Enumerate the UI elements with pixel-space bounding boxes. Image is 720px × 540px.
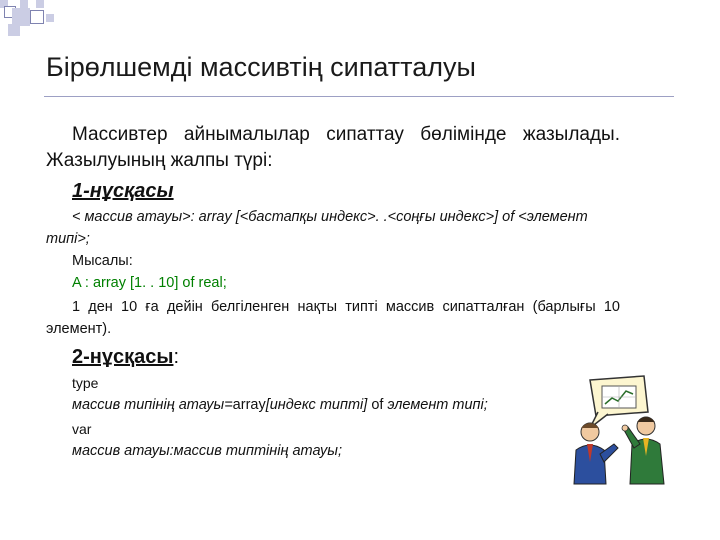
var-declaration-line: массив атауы:массив типтінің атауы; [72,443,342,459]
title-divider [44,96,674,97]
variant2-heading [72,344,179,370]
element-type-text: элемент типі; [383,397,488,413]
keyword-type: type [72,375,99,391]
variant2-label: 2-нұсқасы [72,346,174,368]
intro-paragraph: Массивтер айнымалылар сипаттау бөлімінде жазылады. Жазылуының жалпы түрі: [46,124,620,171]
keyword-var: var [72,421,92,437]
syntax-variant1: < массив атауы>: array [<бастапқы индекс>. .<соңғы индекс>] of <элемент типі>; [46,209,588,247]
array-keyword: array [232,397,266,413]
index-type-text: [индекс типті] [265,397,372,413]
variant2-colon: : [173,346,180,368]
deco-square [20,0,28,8]
deco-square [46,14,54,22]
example-description: 1 ден 10 ға дейін белгіленген нақты типті массив сипатталған (барлығы 10 элемент). [46,299,620,337]
variant1-heading: 1-нұсқасы [72,180,174,202]
deco-square [8,24,20,36]
right-man-figure [622,417,664,484]
type-declaration-line [72,394,488,416]
example-code: A : array [1. . 10] of real; [72,275,227,291]
deco-square [30,10,44,24]
example-label: Мысалы: [72,253,133,269]
slide-title: Бірөлшемді массивтің сипатталуы [46,52,476,82]
type-name-text: массив типінің атауы= [72,397,233,413]
left-man-figure [574,423,618,484]
people-discussing-chart-illustration [560,372,680,492]
deco-square [36,0,44,8]
of-keyword: of [371,397,384,413]
